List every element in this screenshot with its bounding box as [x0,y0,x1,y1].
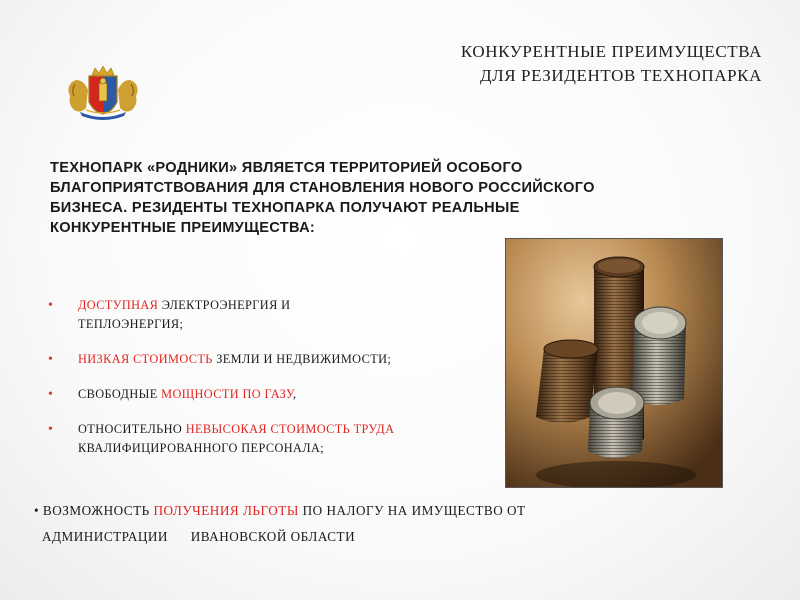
highlight-text: ДОСТУПНАЯ [78,298,159,312]
coin-stacks-image [505,238,723,488]
highlight-text: НЕВЫСОКАЯ СТОИМОСТЬ ТРУДА [185,422,395,436]
highlight-text: МОЩНОСТИ ПО ГАЗУ [161,387,294,401]
list-item [48,296,468,334]
item-text: ВОЗМОЖНОСТЬ [39,503,154,518]
intro-line-3: БИЗНЕСА. РЕЗИДЕНТЫ ТЕХНОПАРКА ПОЛУЧАЮТ РЕАЛЬНЫЕ [50,200,520,216]
title-line-1: КОНКУРЕНТНЫЕ ПРЕИМУЩЕСТВА [460,42,762,61]
tax-benefit-item [34,498,654,550]
item-text-continued: КВАЛИФИЦИРОВАННОГО ПЕРСОНАЛА; [78,441,325,455]
item-text-end: , [293,387,297,401]
title-line-2: ДЛЯ РЕЗИДЕНТОВ ТЕХНОПАРКА [479,66,762,85]
item-text: ЗЕМЛИ И НЕДВИЖИМОСТИ; [212,352,392,366]
intro-line-2: БЛАГОПРИЯТСТВОВАНИЯ ДЛЯ СТАНОВЛЕНИЯ НОВОГО РОССИЙСКОГО [50,180,595,196]
coat-of-arms-icon [62,66,144,120]
item-text-continued: ТЕПЛОЭНЕРГИЯ; [78,317,184,331]
bullet-icon: • [34,503,40,518]
slide-title [302,40,762,88]
item-text: ОТНОСИТЕЛЬНО [78,422,186,436]
bullet-icon: • [48,352,54,367]
bullet-icon: • [48,298,54,313]
item-text: СВОБОДНЫЕ [78,387,162,401]
item-text-end: ПО НАЛОГУ НА ИМУЩЕСТВО ОТ [298,503,526,518]
bullet-icon: • [48,422,54,437]
list-item [48,350,468,369]
bullet-icon: • [48,387,54,402]
highlight-text: ПОЛУЧЕНИЯ ЛЬГОТЫ [153,503,299,518]
intro-line-1: ТЕХНОПАРК «РОДНИКИ» ЯВЛЯЕТСЯ ТЕРРИТОРИЕЙ ОСОБОГО [50,160,523,176]
item-text-continued: АДМИНИСТРАЦИИ ИВАНОВСКОЙ ОБЛАСТИ [42,529,356,544]
list-item [48,385,468,404]
highlight-text: НИЗКАЯ СТОИМОСТЬ [78,352,213,366]
intro-paragraph [50,158,710,238]
item-text: ЭЛЕКТРОЭНЕРГИЯ И [158,298,291,312]
advantages-list [48,296,468,474]
intro-line-4: КОНКУРЕНТНЫЕ ПРЕИМУЩЕСТВА: [50,220,316,236]
list-item [48,420,468,458]
